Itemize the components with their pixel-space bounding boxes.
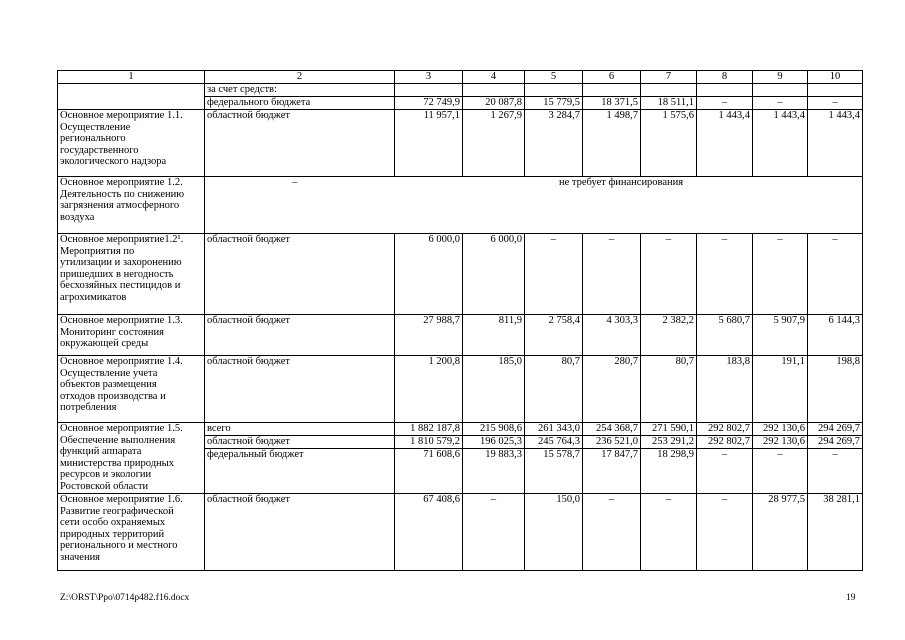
activity-name-cell xyxy=(58,356,205,423)
amount-cell: – xyxy=(641,494,697,571)
header-cell: 5 xyxy=(525,71,583,84)
amount-cell: 27 988,7 xyxy=(395,315,463,356)
amount-cell: 20 087,8 xyxy=(463,97,525,110)
activity-name-line: Деятельность по снижению xyxy=(60,188,185,200)
amount-cell: – xyxy=(753,449,808,494)
amount-cell: 292 130,6 xyxy=(753,423,808,436)
amount-cell: 1 443,4 xyxy=(808,110,863,177)
amount-cell: 28 977,5 xyxy=(753,494,808,571)
activity-name-line: объектов размещения xyxy=(60,379,157,391)
activity-name-line: Основное мероприятие 1.6. xyxy=(60,494,183,505)
amount-cell: 3 284,7 xyxy=(525,110,583,177)
header-cell: 4 xyxy=(463,71,525,84)
table-row xyxy=(58,315,863,356)
amount-cell: 18 371,5 xyxy=(583,97,641,110)
funding-source-cell: федеральный бюджет xyxy=(205,449,395,494)
amount-cell: – xyxy=(697,234,753,315)
table-row xyxy=(58,234,863,315)
amount-cell: 5 680,7 xyxy=(697,315,753,356)
activity-name-line: отходов производства и xyxy=(60,390,166,402)
funding-source-cell: всего xyxy=(205,423,395,436)
activity-name-line: Основное мероприятие 1.3. xyxy=(60,315,183,326)
no-funding-note: не требует финансирования xyxy=(559,177,684,188)
amount-cell xyxy=(525,84,583,97)
amount-cell: 245 764,3 xyxy=(525,436,583,449)
activity-name-cell xyxy=(58,315,205,356)
activity-name-cell xyxy=(58,177,205,234)
activity-name-line: регионального и местного xyxy=(60,540,178,552)
amount-cell: 5 907,9 xyxy=(753,315,808,356)
amount-cell: 236 521,0 xyxy=(583,436,641,449)
amount-cell: 191,1 xyxy=(753,356,808,423)
amount-cell: 253 291,2 xyxy=(641,436,697,449)
activity-name-line: природных территорий xyxy=(60,528,165,540)
activity-name-line: сети особо охраняемых xyxy=(60,517,166,529)
amount-cell: 292 802,7 xyxy=(697,436,753,449)
amount-cell: 292 130,6 xyxy=(753,436,808,449)
amount-cell xyxy=(753,84,808,97)
funding-source-cell: за счет средств: xyxy=(205,84,395,97)
amount-cell: 1 443,4 xyxy=(753,110,808,177)
amount-cell: 271 590,1 xyxy=(641,423,697,436)
amount-cell: 19 883,3 xyxy=(463,449,525,494)
amount-cell xyxy=(463,84,525,97)
amount-cell: 6 000,0 xyxy=(395,234,463,315)
activity-name-line: Обеспечение выполнения xyxy=(60,434,176,446)
table-row xyxy=(58,356,863,423)
activity-name-line: экологического надзора xyxy=(60,156,167,168)
header-cell: 10 xyxy=(808,71,863,84)
activity-name-line: воздуха xyxy=(60,211,95,223)
funding-source-cell: областной бюджет xyxy=(205,356,395,423)
table-header-row xyxy=(58,71,863,84)
funding-source-cell: областной бюджет xyxy=(205,494,395,571)
header-cell: 8 xyxy=(697,71,753,84)
amount-cell: 2 382,2 xyxy=(641,315,697,356)
amount-cell: 15 779,5 xyxy=(525,97,583,110)
amount-cell xyxy=(583,84,641,97)
amount-cell xyxy=(395,84,463,97)
amount-cell: – xyxy=(808,449,863,494)
funding-source-cell: областной бюджет xyxy=(205,436,395,449)
amount-cell: 150,0 xyxy=(525,494,583,571)
activity-name-cell xyxy=(58,84,205,110)
activity-name-line: окружающей среды xyxy=(60,338,149,350)
activity-name-line: потребления xyxy=(60,402,117,414)
no-funding-cell xyxy=(205,177,863,234)
activity-name-line: агрохимикатов xyxy=(60,291,127,303)
amount-cell: 1 810 579,2 xyxy=(395,436,463,449)
amount-cell: 11 957,1 xyxy=(395,110,463,177)
header-cell: 7 xyxy=(641,71,697,84)
amount-cell: 1 882 187,8 xyxy=(395,423,463,436)
document-path: Z:\ORST\Ppo\0714p482.f16.docx xyxy=(60,593,190,603)
amount-cell: 280,7 xyxy=(583,356,641,423)
activity-name-line: министерства природных xyxy=(60,457,174,469)
table-row xyxy=(58,110,863,177)
amount-cell: 71 608,6 xyxy=(395,449,463,494)
activity-name-cell xyxy=(58,234,205,315)
amount-cell: – xyxy=(583,494,641,571)
activity-name-line: пришедших в негодность xyxy=(60,268,174,280)
header-cell: 2 xyxy=(205,71,395,84)
activity-name-line: бесхозяйных пестицидов и xyxy=(60,280,181,292)
activity-name-line: государственного xyxy=(60,144,139,156)
header-cell: 3 xyxy=(395,71,463,84)
amount-cell: 1 498,7 xyxy=(583,110,641,177)
header-cell: 9 xyxy=(753,71,808,84)
amount-cell: – xyxy=(808,97,863,110)
amount-cell: – xyxy=(753,234,808,315)
amount-cell: 4 303,3 xyxy=(583,315,641,356)
amount-cell: 261 343,0 xyxy=(525,423,583,436)
amount-cell: 1 575,6 xyxy=(641,110,697,177)
amount-cell: 80,7 xyxy=(525,356,583,423)
activity-name-cell xyxy=(58,494,205,571)
amount-cell: 17 847,7 xyxy=(583,449,641,494)
budget-table xyxy=(57,70,863,571)
amount-cell: 6 144,3 xyxy=(808,315,863,356)
amount-cell: – xyxy=(697,97,753,110)
amount-cell: 80,7 xyxy=(641,356,697,423)
activity-name-line: Осуществление xyxy=(60,121,131,133)
table-row xyxy=(58,494,863,571)
amount-cell: – xyxy=(641,234,697,315)
amount-cell: – xyxy=(753,97,808,110)
amount-cell: – xyxy=(525,234,583,315)
amount-cell: – xyxy=(808,234,863,315)
amount-cell: 294 269,7 xyxy=(808,423,863,436)
amount-cell: 2 758,4 xyxy=(525,315,583,356)
table-row xyxy=(58,177,863,234)
amount-cell: 38 281,1 xyxy=(808,494,863,571)
activity-name-line: Мероприятия по xyxy=(60,245,135,257)
amount-cell: 1 200,8 xyxy=(395,356,463,423)
amount-cell: 198,8 xyxy=(808,356,863,423)
amount-cell: 15 578,7 xyxy=(525,449,583,494)
amount-cell: – xyxy=(463,494,525,571)
funding-source-cell: областной бюджет xyxy=(205,110,395,177)
amount-cell: 292 802,7 xyxy=(697,423,753,436)
amount-cell xyxy=(641,84,697,97)
activity-name-line: Основное мероприятие 1.4. xyxy=(60,356,183,367)
activity-name-line: утилизации и захоронению xyxy=(60,257,182,269)
activity-name-line: Развитие географической xyxy=(60,505,174,517)
activity-name-line: значения xyxy=(60,551,101,563)
amount-cell: 196 025,3 xyxy=(463,436,525,449)
amount-cell: 183,8 xyxy=(697,356,753,423)
amount-cell: – xyxy=(583,234,641,315)
funding-source-cell: федерального бюджета xyxy=(205,97,395,110)
activity-name-line: Основное мероприятие 1.2. xyxy=(60,177,183,188)
amount-cell: 1 267,9 xyxy=(463,110,525,177)
activity-name-cell xyxy=(58,423,205,494)
funding-source-dash: – xyxy=(292,177,298,188)
amount-cell: 811,9 xyxy=(463,315,525,356)
amount-cell: 6 000,0 xyxy=(463,234,525,315)
activity-name-line: Основное мероприятие 1.1. xyxy=(60,110,183,121)
activity-name-cell xyxy=(58,110,205,177)
header-cell: 1 xyxy=(58,71,205,84)
amount-cell: 72 749,9 xyxy=(395,97,463,110)
activity-name-line: Мониторинг состояния xyxy=(60,326,164,338)
amount-cell: 67 408,6 xyxy=(395,494,463,571)
header-cell: 6 xyxy=(583,71,641,84)
page-number: 19 xyxy=(846,593,856,603)
activity-name-line: регионального xyxy=(60,133,126,145)
funding-source-cell: областной бюджет xyxy=(205,315,395,356)
activity-name-line: Основное мероприятие 1.5. xyxy=(60,423,183,434)
amount-cell: 294 269,7 xyxy=(808,436,863,449)
amount-cell: 18 511,1 xyxy=(641,97,697,110)
amount-cell: 185,0 xyxy=(463,356,525,423)
amount-cell: – xyxy=(697,449,753,494)
funding-source-cell: областной бюджет xyxy=(205,234,395,315)
amount-cell: 215 908,6 xyxy=(463,423,525,436)
activity-name-line: ресурсов и экологии xyxy=(60,469,152,481)
table-row xyxy=(58,423,863,436)
table-row xyxy=(58,84,863,97)
amount-cell: – xyxy=(697,494,753,571)
activity-name-line: функций аппарата xyxy=(60,446,142,458)
activity-name-line: загрязнения атмосферного xyxy=(60,200,180,212)
amount-cell: 1 443,4 xyxy=(697,110,753,177)
amount-cell: 18 298,9 xyxy=(641,449,697,494)
activity-name-line: Ростовской области xyxy=(60,480,149,492)
amount-cell xyxy=(808,84,863,97)
activity-name-line: Основное мероприятие1.2¹. xyxy=(60,234,184,245)
activity-name-line: Осуществление учета xyxy=(60,367,158,379)
amount-cell: 254 368,7 xyxy=(583,423,641,436)
amount-cell xyxy=(697,84,753,97)
